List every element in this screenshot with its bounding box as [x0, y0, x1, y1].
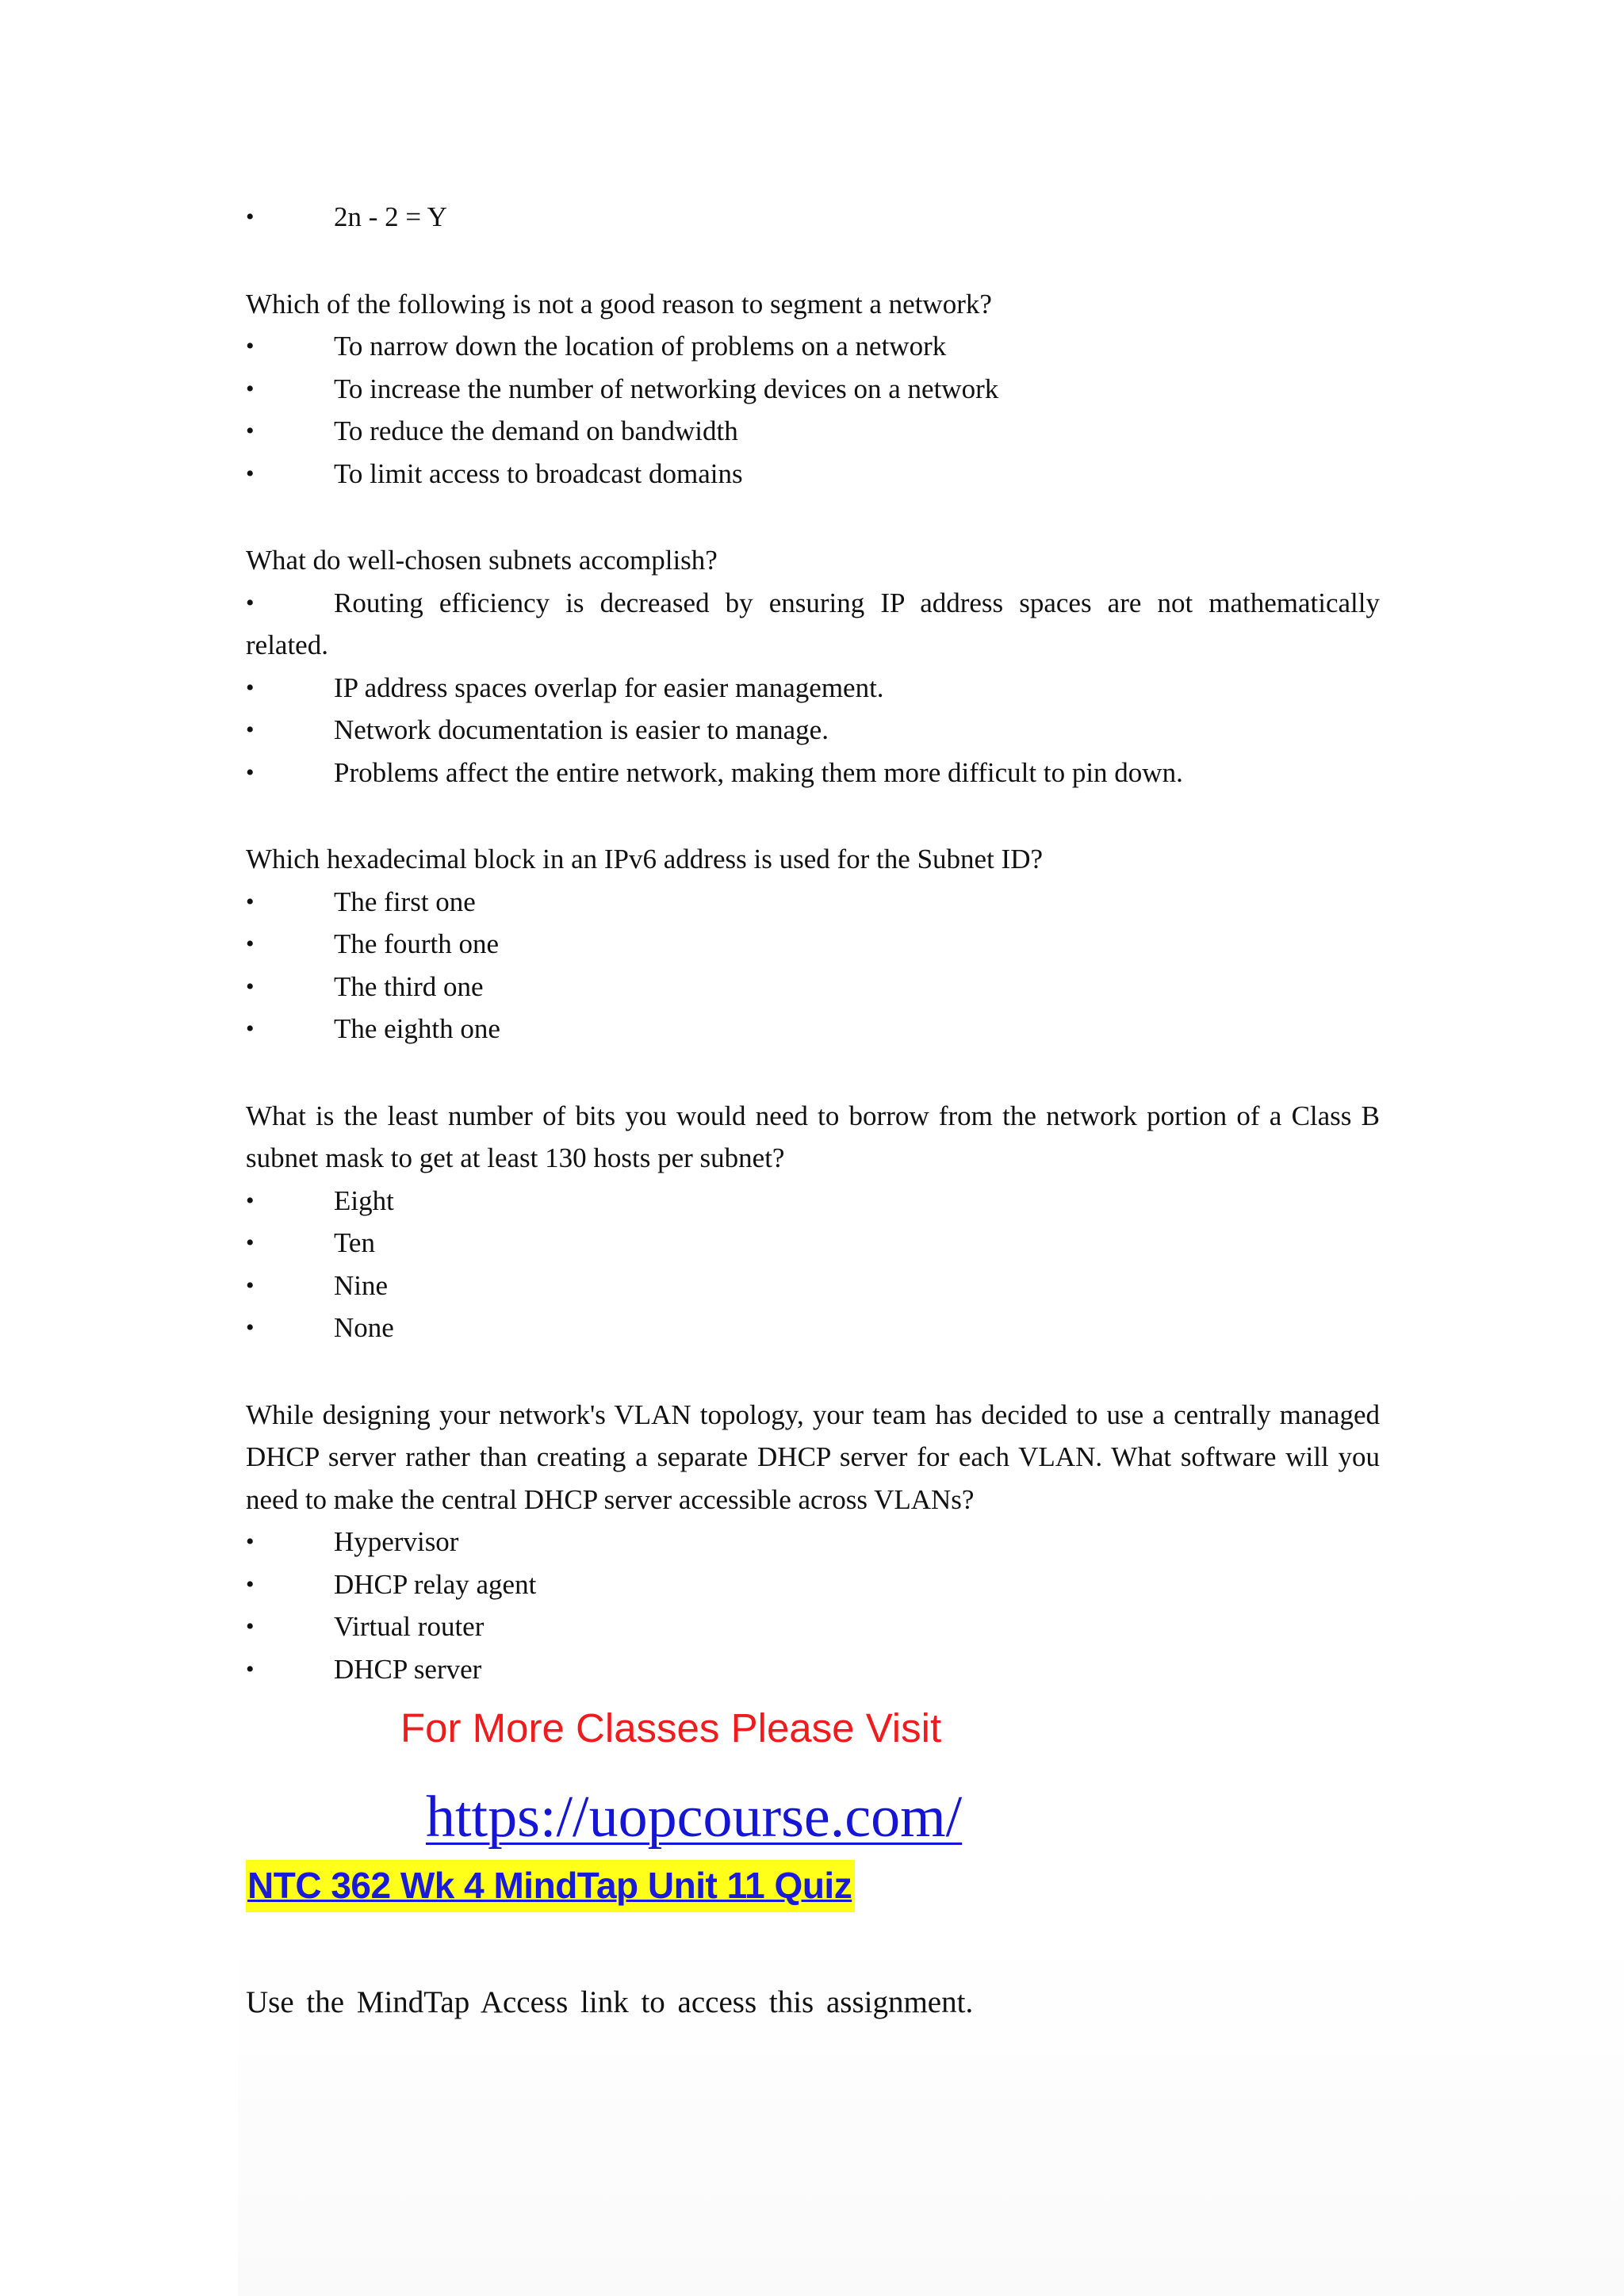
bullet-icon: •	[246, 931, 255, 957]
question-text: While designing your network's VLAN topology, your team has decided to use a centrally managed DHCP server rather than creating a separate DHCP server for each VLAN. What software will you need to make the central DHCP server accessible across VLANs?	[246, 1399, 1380, 1515]
question-5	[246, 1394, 1380, 1691]
quiz-content	[246, 196, 1380, 1690]
option-text: To reduce the demand on bandwidth	[334, 415, 738, 446]
option-item	[246, 1222, 1380, 1265]
question-text: What is the least number of bits you would need to borrow from the network portion of a Class B subnet mask to get at least 130 hosts per subnet?	[246, 1100, 1380, 1173]
bullet-icon: •	[246, 1571, 255, 1598]
option-item	[246, 453, 1380, 496]
option-text: Virtual router	[334, 1611, 485, 1642]
option-continuation: related.	[246, 629, 328, 660]
bullet-icon: •	[246, 717, 255, 743]
question-2	[246, 539, 1380, 794]
option-item	[246, 1008, 1380, 1050]
option-item	[246, 325, 1380, 368]
bullet-icon: •	[246, 589, 255, 616]
question-4	[246, 1095, 1380, 1349]
option-item	[246, 410, 1380, 453]
access-instructions: Use the MindTap Access link to access this assignment.	[246, 1985, 974, 2019]
question-text: What do well-chosen subnets accomplish?	[246, 545, 718, 576]
formula-text: 2n - 2 = Y	[334, 201, 447, 232]
option-text: The third one	[334, 970, 484, 1002]
bullet-icon: •	[246, 375, 255, 402]
bullet-icon: •	[246, 333, 255, 359]
option-text: DHCP server	[334, 1653, 482, 1685]
bullet-icon: •	[246, 1230, 255, 1256]
option-item	[246, 368, 1380, 411]
option-item	[246, 752, 1380, 794]
option-item	[246, 667, 1380, 710]
bullet-icon: •	[246, 1187, 255, 1214]
option-text: Problems affect the entire network, making them more difficult to pin down.	[334, 756, 1183, 788]
quiz-title-link[interactable]: NTC 362 Wk 4 MindTap Unit 11 Quiz	[246, 1860, 855, 1912]
bullet-icon: •	[246, 418, 255, 444]
list-item	[246, 196, 1380, 239]
option-text: IP address spaces overlap for easier management.	[334, 672, 884, 703]
bullet-icon: •	[246, 888, 255, 915]
option-item	[246, 923, 1380, 966]
option-text: The first one	[334, 886, 476, 917]
option-item	[246, 881, 1380, 924]
option-item	[246, 1648, 1380, 1691]
option-text: The eighth one	[334, 1013, 500, 1044]
option-item	[246, 1521, 1380, 1563]
bullet-icon: •	[246, 204, 255, 230]
bullet-icon: •	[246, 1272, 255, 1299]
option-item	[246, 1605, 1380, 1648]
bullet-icon: •	[246, 1314, 255, 1341]
option-text: Hypervisor	[334, 1526, 459, 1557]
bullet-icon: •	[246, 674, 255, 701]
bullet-icon: •	[246, 1613, 255, 1640]
question-text: Which of the following is not a good reason to segment a network?	[246, 288, 992, 320]
option-item	[246, 1307, 1380, 1349]
bullet-icon: •	[246, 759, 255, 786]
option-text: To limit access to broadcast domains	[334, 457, 743, 489]
option-text: To narrow down the location of problems on a network	[334, 331, 947, 362]
option-text: Routing efficiency is decreased by ensuring IP address spaces are not mathematically	[334, 587, 1380, 618]
option-item	[246, 582, 1380, 625]
course-link[interactable]: https://uopcourse.com/	[426, 1785, 963, 1850]
question-3	[246, 838, 1380, 1050]
question-text: Which hexadecimal block in an IPv6 address is used for the Subnet ID?	[246, 844, 1044, 874]
question-1	[246, 283, 1380, 496]
option-text: The fourth one	[334, 928, 499, 959]
option-text: Eight	[334, 1184, 394, 1216]
option-item	[246, 1265, 1380, 1307]
option-text: None	[334, 1312, 394, 1343]
bullet-icon: •	[246, 460, 255, 487]
bullet-icon: •	[246, 1529, 255, 1555]
option-item	[246, 1180, 1380, 1223]
promo-heading: For More Classes Please Visit	[400, 1705, 942, 1751]
bullet-icon: •	[246, 1655, 255, 1682]
option-text: Nine	[334, 1269, 389, 1301]
option-text: DHCP relay agent	[334, 1568, 537, 1600]
option-text: Network documentation is easier to manage.	[334, 714, 829, 745]
option-text: To increase the number of networking devices on a network	[334, 373, 999, 404]
bullet-icon: •	[246, 1016, 255, 1042]
option-item	[246, 1563, 1380, 1606]
option-text: Ten	[334, 1227, 375, 1258]
bullet-icon: •	[246, 973, 255, 1000]
option-item	[246, 709, 1380, 752]
option-item	[246, 966, 1380, 1008]
